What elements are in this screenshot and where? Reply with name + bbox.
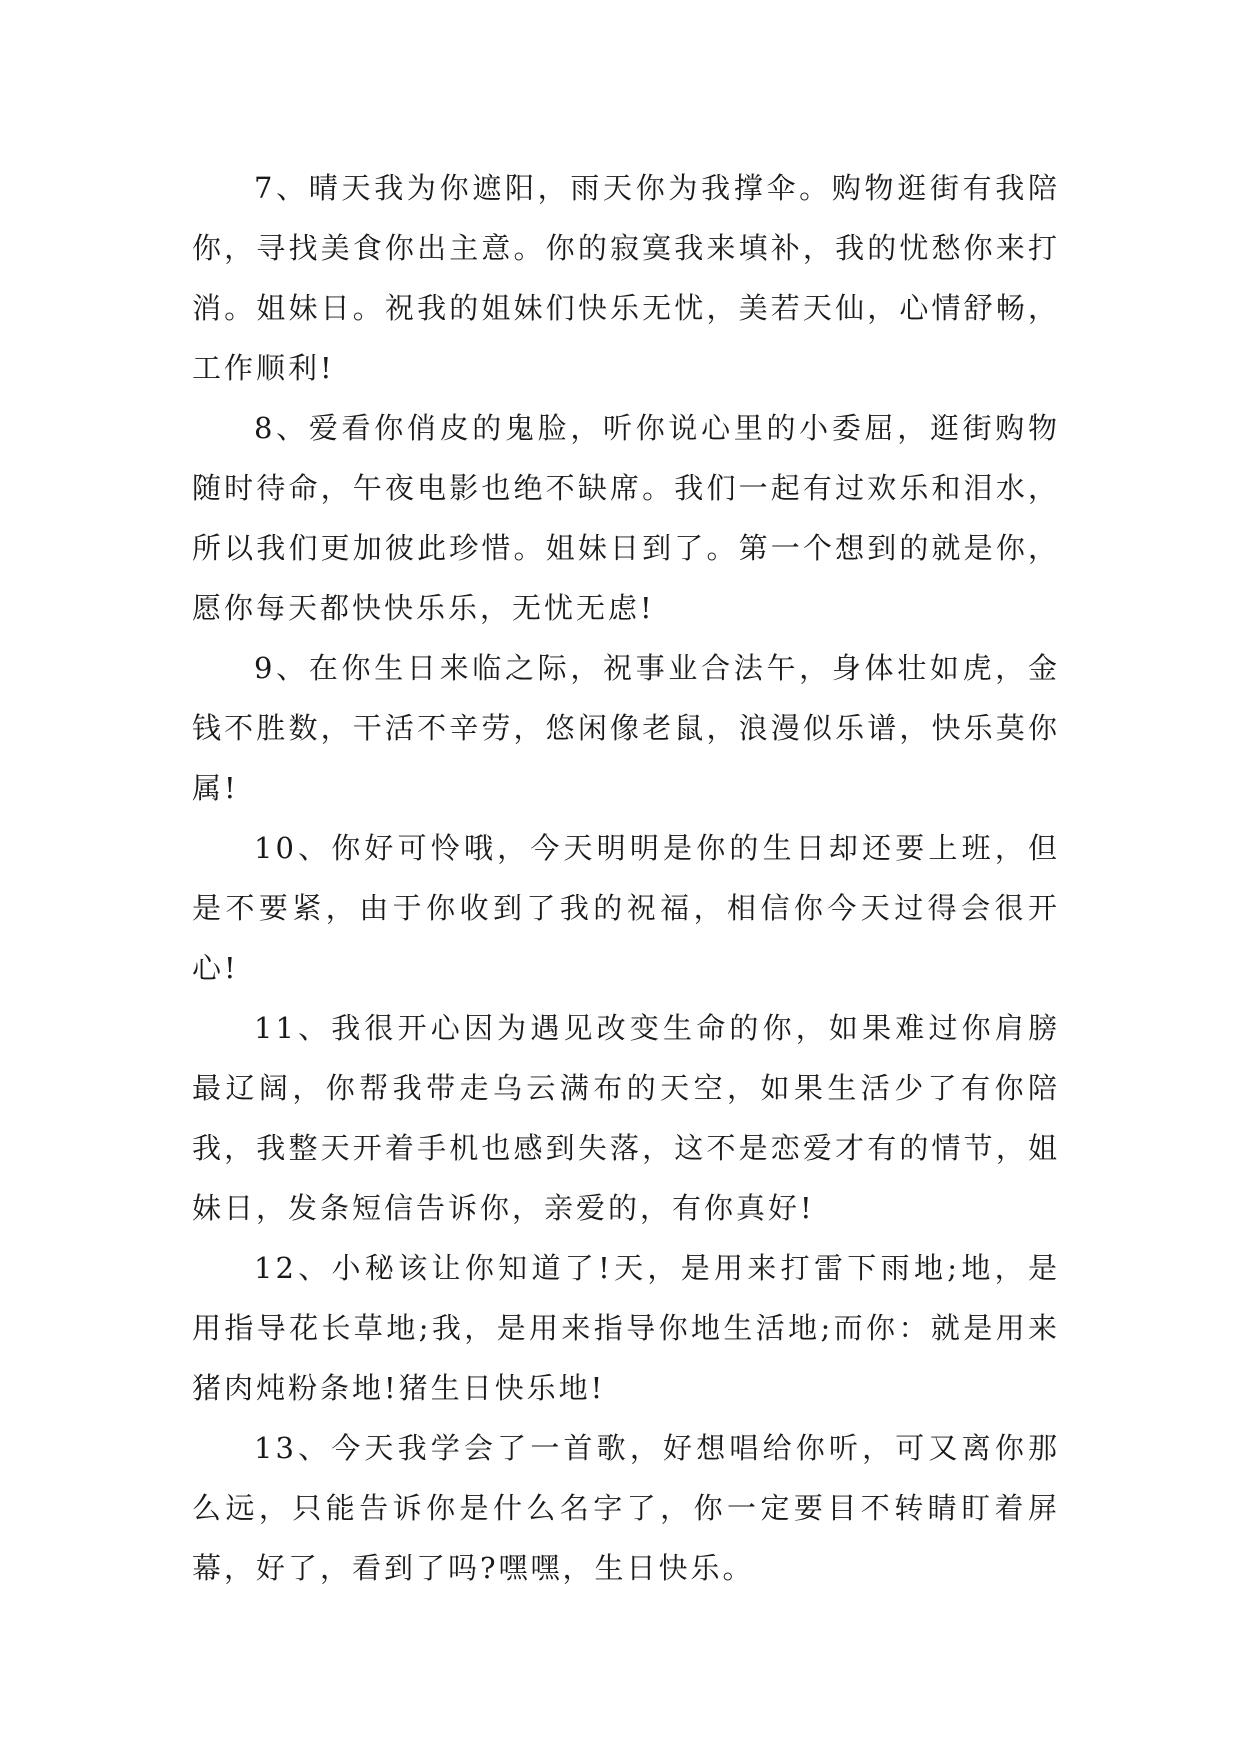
paragraph-10: 10、你好可怜哦，今天明明是你的生日却还要上班，但是不要紧，由于你收到了我的祝福，相信你今天过得会很开心!	[192, 831, 1060, 985]
paragraph-12: 12、小秘该让你知道了!天，是用来打雷下雨地;地，是用指导花长草地;我，是用来指导你地生活地;而你：就是用来猪肉炖粉条地!猪生日快乐地!	[192, 1251, 1060, 1405]
paragraph-8: 8、爱看你俏皮的鬼脸，听你说心里的小委屈，逛街购物随时待命，午夜电影也绝不缺席。我们一起有过欢乐和泪水，所以我们更加彼此珍惜。姐妹日到了。第一个想到的就是你，愿你每天都快快乐乐，无忧无虑!	[192, 411, 1060, 625]
paragraph-13: 13、今天我学会了一首歌，好想唱给你听，可又离你那么远，只能告诉你是什么名字了，你一定要目不转睛盯着屏幕，好了，看到了吗?嘿嘿，生日快乐。	[192, 1431, 1060, 1585]
document-body	[192, 158, 1060, 1598]
paragraph-7: 7、晴天我为你遮阳，雨天你为我撑伞。购物逛街有我陪你，寻找美食你出主意。你的寂寞我来填补，我的忧愁你来打消。姐妹日。祝我的姐妹们快乐无忧，美若天仙，心情舒畅，工作顺利!	[192, 171, 1060, 385]
paragraph-9: 9、在你生日来临之际，祝事业合法午，身体壮如虎，金钱不胜数，干活不辛劳，悠闲像老鼠，浪漫似乐谱，快乐莫你属!	[192, 651, 1060, 805]
paragraph-11: 11、我很开心因为遇见改变生命的你，如果难过你肩膀最辽阔，你帮我带走乌云满布的天空，如果生活少了有你陪我，我整天开着手机也感到失落，这不是恋爱才有的情节，姐妹日，发条短信告诉你，亲爱的，有你真好!	[192, 1011, 1060, 1225]
